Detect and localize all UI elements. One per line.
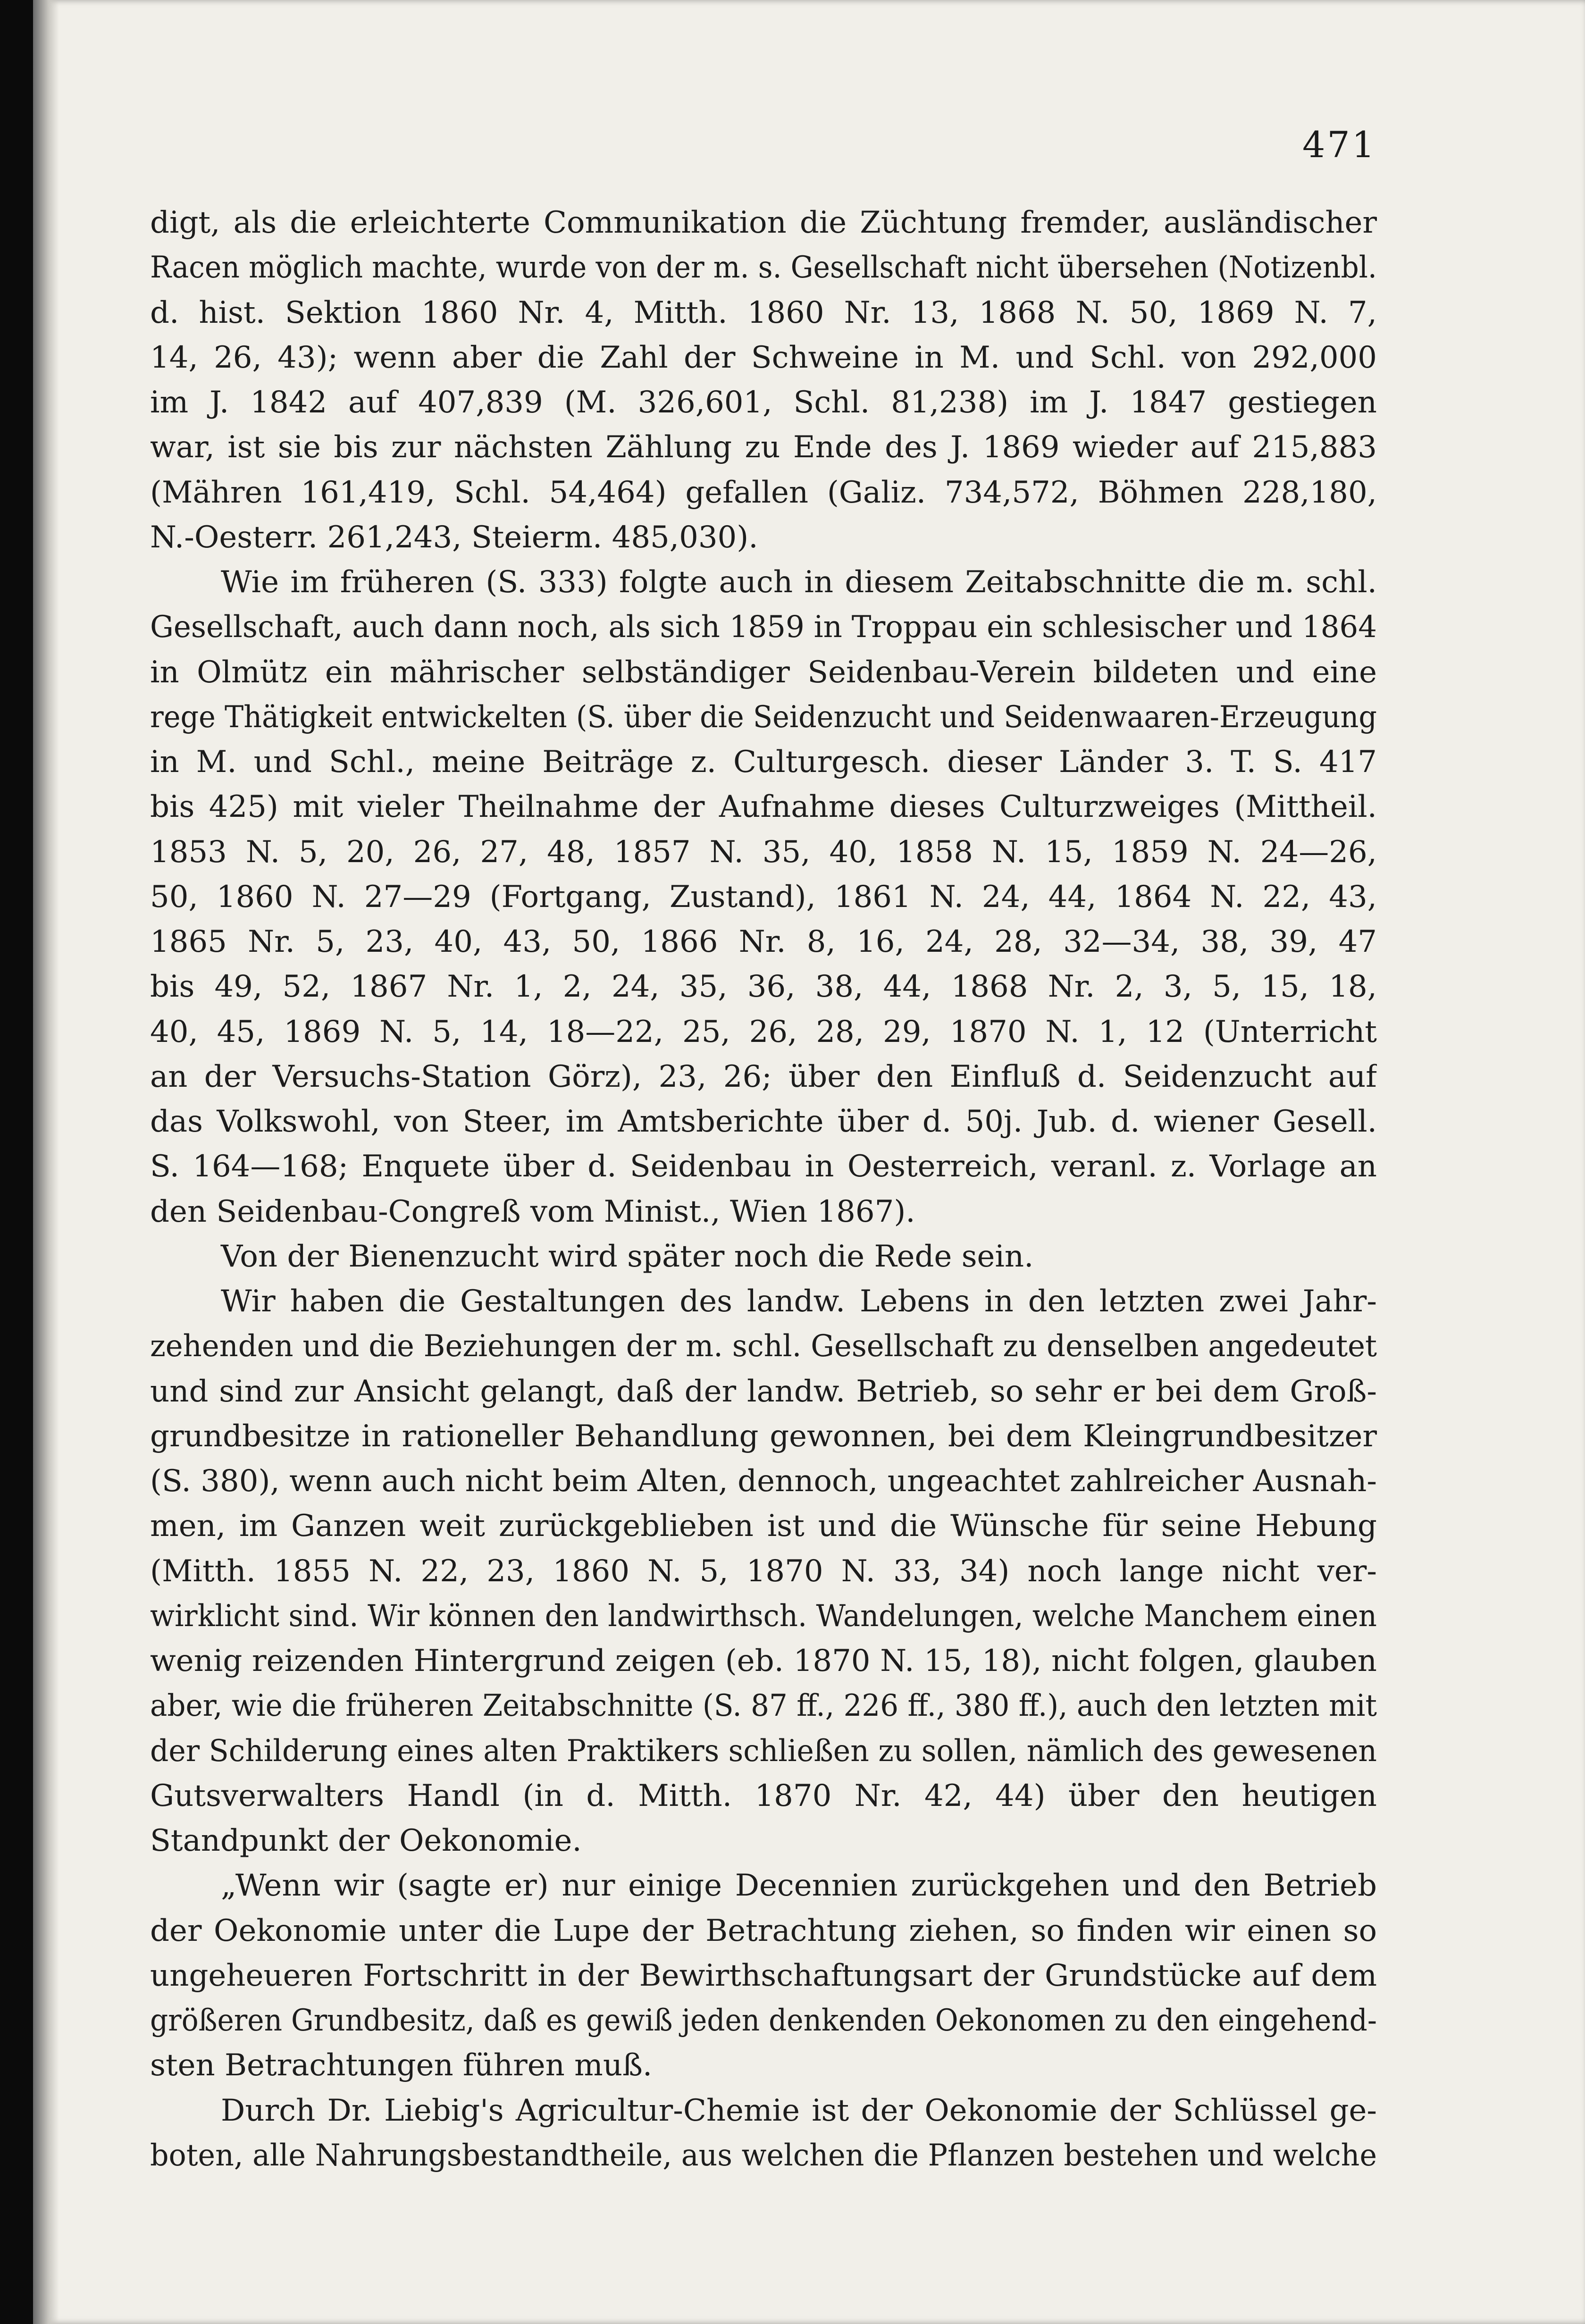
text-line: (S. 380), wenn auch nicht beim Alten, dennoch, ungeachtet zahlreicher Ausnah- [150, 1464, 1377, 1499]
text-line: digt, als die erleichterte Communikation die Züchtung fremder, ausländischer [150, 205, 1377, 240]
text-line: größeren Grundbesitz, daß es gewiß jeden denkenden Oekonomen zu den eingehend- [150, 2003, 1377, 2038]
text-line: wirklicht sind. Wir können den landwirthsch. Wandelungen, welche Manchem einen [150, 1598, 1377, 1634]
text-line: bis 49, 52, 1867 Nr. 1, 2, 24, 35, 36, 38, 44, 1868 Nr. 2, 3, 5, 15, 18, [150, 969, 1377, 1005]
text-line: aber, wie die früheren Zeitabschnitte (S. 87 ff., 226 ff., 380 ff.), auch den letzten mit [150, 1688, 1377, 1724]
text-line: Durch Dr. Liebig's Agricultur-Chemie ist der Oekonomie der Schlüssel ge- [221, 2093, 1377, 2128]
text-line: und sind zur Ansicht gelangt, daß der landw. Betrieb, so sehr er bei dem Groß- [150, 1374, 1377, 1409]
text-line: zehenden und die Beziehungen der m. schl. Gesellschaft zu denselben angedeutet [150, 1329, 1377, 1364]
text-line: der Oekonomie unter die Lupe der Betrachtung ziehen, so finden wir einen so [150, 1913, 1377, 1948]
text-line: an der Versuchs-Station Görz), 23, 26; über den Einfluß d. Seidenzucht auf [150, 1059, 1377, 1094]
text-line: Wir haben die Gestaltungen des landw. Lebens in den letzten zwei Jahr- [221, 1284, 1377, 1319]
body-text [150, 201, 1377, 2178]
text-line: Standpunkt der Oekonomie. [150, 1823, 582, 1858]
text-line: den Seidenbau-Congreß vom Minist., Wien 1867). [150, 1194, 915, 1229]
page-number: 471 [1302, 124, 1377, 166]
text-line: 40, 45, 1869 N. 5, 14, 18—22, 25, 26, 28, 29, 1870 N. 1, 12 (Unterricht [150, 1014, 1377, 1049]
text-line: N.-Oesterr. 261,243, Steierm. 485,030). [150, 520, 758, 555]
text-line: 50, 1860 N. 27—29 (Fortgang, Zustand), 1861 N. 24, 44, 1864 N. 22, 43, [150, 879, 1377, 914]
text-line: Von der Bienenzucht wird später noch die Rede sein. [221, 1239, 1034, 1274]
text-line: boten, alle Nahrungsbestandtheile, aus welchen die Pflanzen bestehen und welche [150, 2138, 1377, 2173]
gutter-shadow [33, 0, 59, 2324]
text-line: „Wenn wir (sagte er) nur einige Decennien zurückgehen und den Betrieb [221, 1868, 1377, 1904]
text-line: (Mitth. 1855 N. 22, 23, 1860 N. 5, 1870 N. 33, 34) noch lange nicht ver- [150, 1553, 1377, 1589]
text-line: grundbesitze in rationeller Behandlung gewonnen, bei dem Kleingrundbesitzer [150, 1418, 1377, 1454]
text-line: (Mähren 161,419, Schl. 54,464) gefallen (Galiz. 734,572, Böhmen 228,180, [150, 475, 1377, 510]
text-line: in M. und Schl., meine Beiträge z. Culturgesch. dieser Länder 3. T. S. 417 [150, 745, 1377, 780]
text-line: ungeheueren Fortschritt in der Bewirthschaftungsart der Grundstücke auf dem [150, 1958, 1377, 1993]
text-line: S. 164—168; Enquete über d. Seidenbau in Oesterreich, veranl. z. Vorlage an [150, 1149, 1377, 1184]
text-line: das Volkswohl, von Steer, im Amtsberichte über d. 50j. Jub. d. wiener Gesell. [150, 1104, 1377, 1139]
text-line: war, ist sie bis zur nächsten Zählung zu Ende des J. 1869 wieder auf 215,883 [150, 430, 1377, 465]
text-line: Gesellschaft, auch dann noch, als sich 1859 in Troppau ein schlesischer und 1864 [150, 610, 1377, 645]
text-line: im J. 1842 auf 407,839 (M. 326,601, Schl. 81,238) im J. 1847 gestiegen [150, 385, 1377, 420]
text-line: d. hist. Sektion 1860 Nr. 4, Mitth. 1860 Nr. 13, 1868 N. 50, 1869 N. 7, [150, 295, 1377, 330]
text-line: sten Betrachtungen führen muß. [150, 2048, 653, 2083]
text-line: Wie im früheren (S. 333) folgte auch in diesem Zeitabschnitte die m. schl. [221, 565, 1377, 600]
text-line: Gutsverwalters Handl (in d. Mitth. 1870 Nr. 42, 44) über den heutigen [150, 1778, 1377, 1813]
text-line: der Schilderung eines alten Praktikers schließen zu sollen, nämlich des gewesenen [150, 1733, 1377, 1769]
text-line: Racen möglich machte, wurde von der m. s. Gesellschaft nicht übersehen (Notizenbl. [150, 250, 1377, 285]
text-line: bis 425) mit vieler Theilnahme der Aufnahme dieses Culturzweiges (Mittheil. [150, 789, 1377, 825]
text-line: 1865 Nr. 5, 23, 40, 43, 50, 1866 Nr. 8, 16, 24, 28, 32—34, 38, 39, 47 [150, 924, 1377, 959]
text-line: rege Thätigkeit entwickelten (S. über die Seidenzucht und Seidenwaaren-Erzeugung [150, 699, 1377, 735]
text-line: 1853 N. 5, 20, 26, 27, 48, 1857 N. 35, 40, 1858 N. 15, 1859 N. 24—26, [150, 834, 1377, 870]
text-line: 14, 26, 43); wenn aber die Zahl der Schweine in M. und Schl. von 292,000 [150, 340, 1377, 375]
text-line: in Olmütz ein mährischer selbständiger Seidenbau-Verein bildeten und eine [150, 654, 1377, 690]
text-line: wenig reizenden Hintergrund zeigen (eb. 1870 N. 15, 18), nicht folgen, glauben [150, 1644, 1377, 1678]
text-line: men, im Ganzen weit zurückgeblieben ist und die Wünsche für seine Hebung [150, 1509, 1377, 1544]
